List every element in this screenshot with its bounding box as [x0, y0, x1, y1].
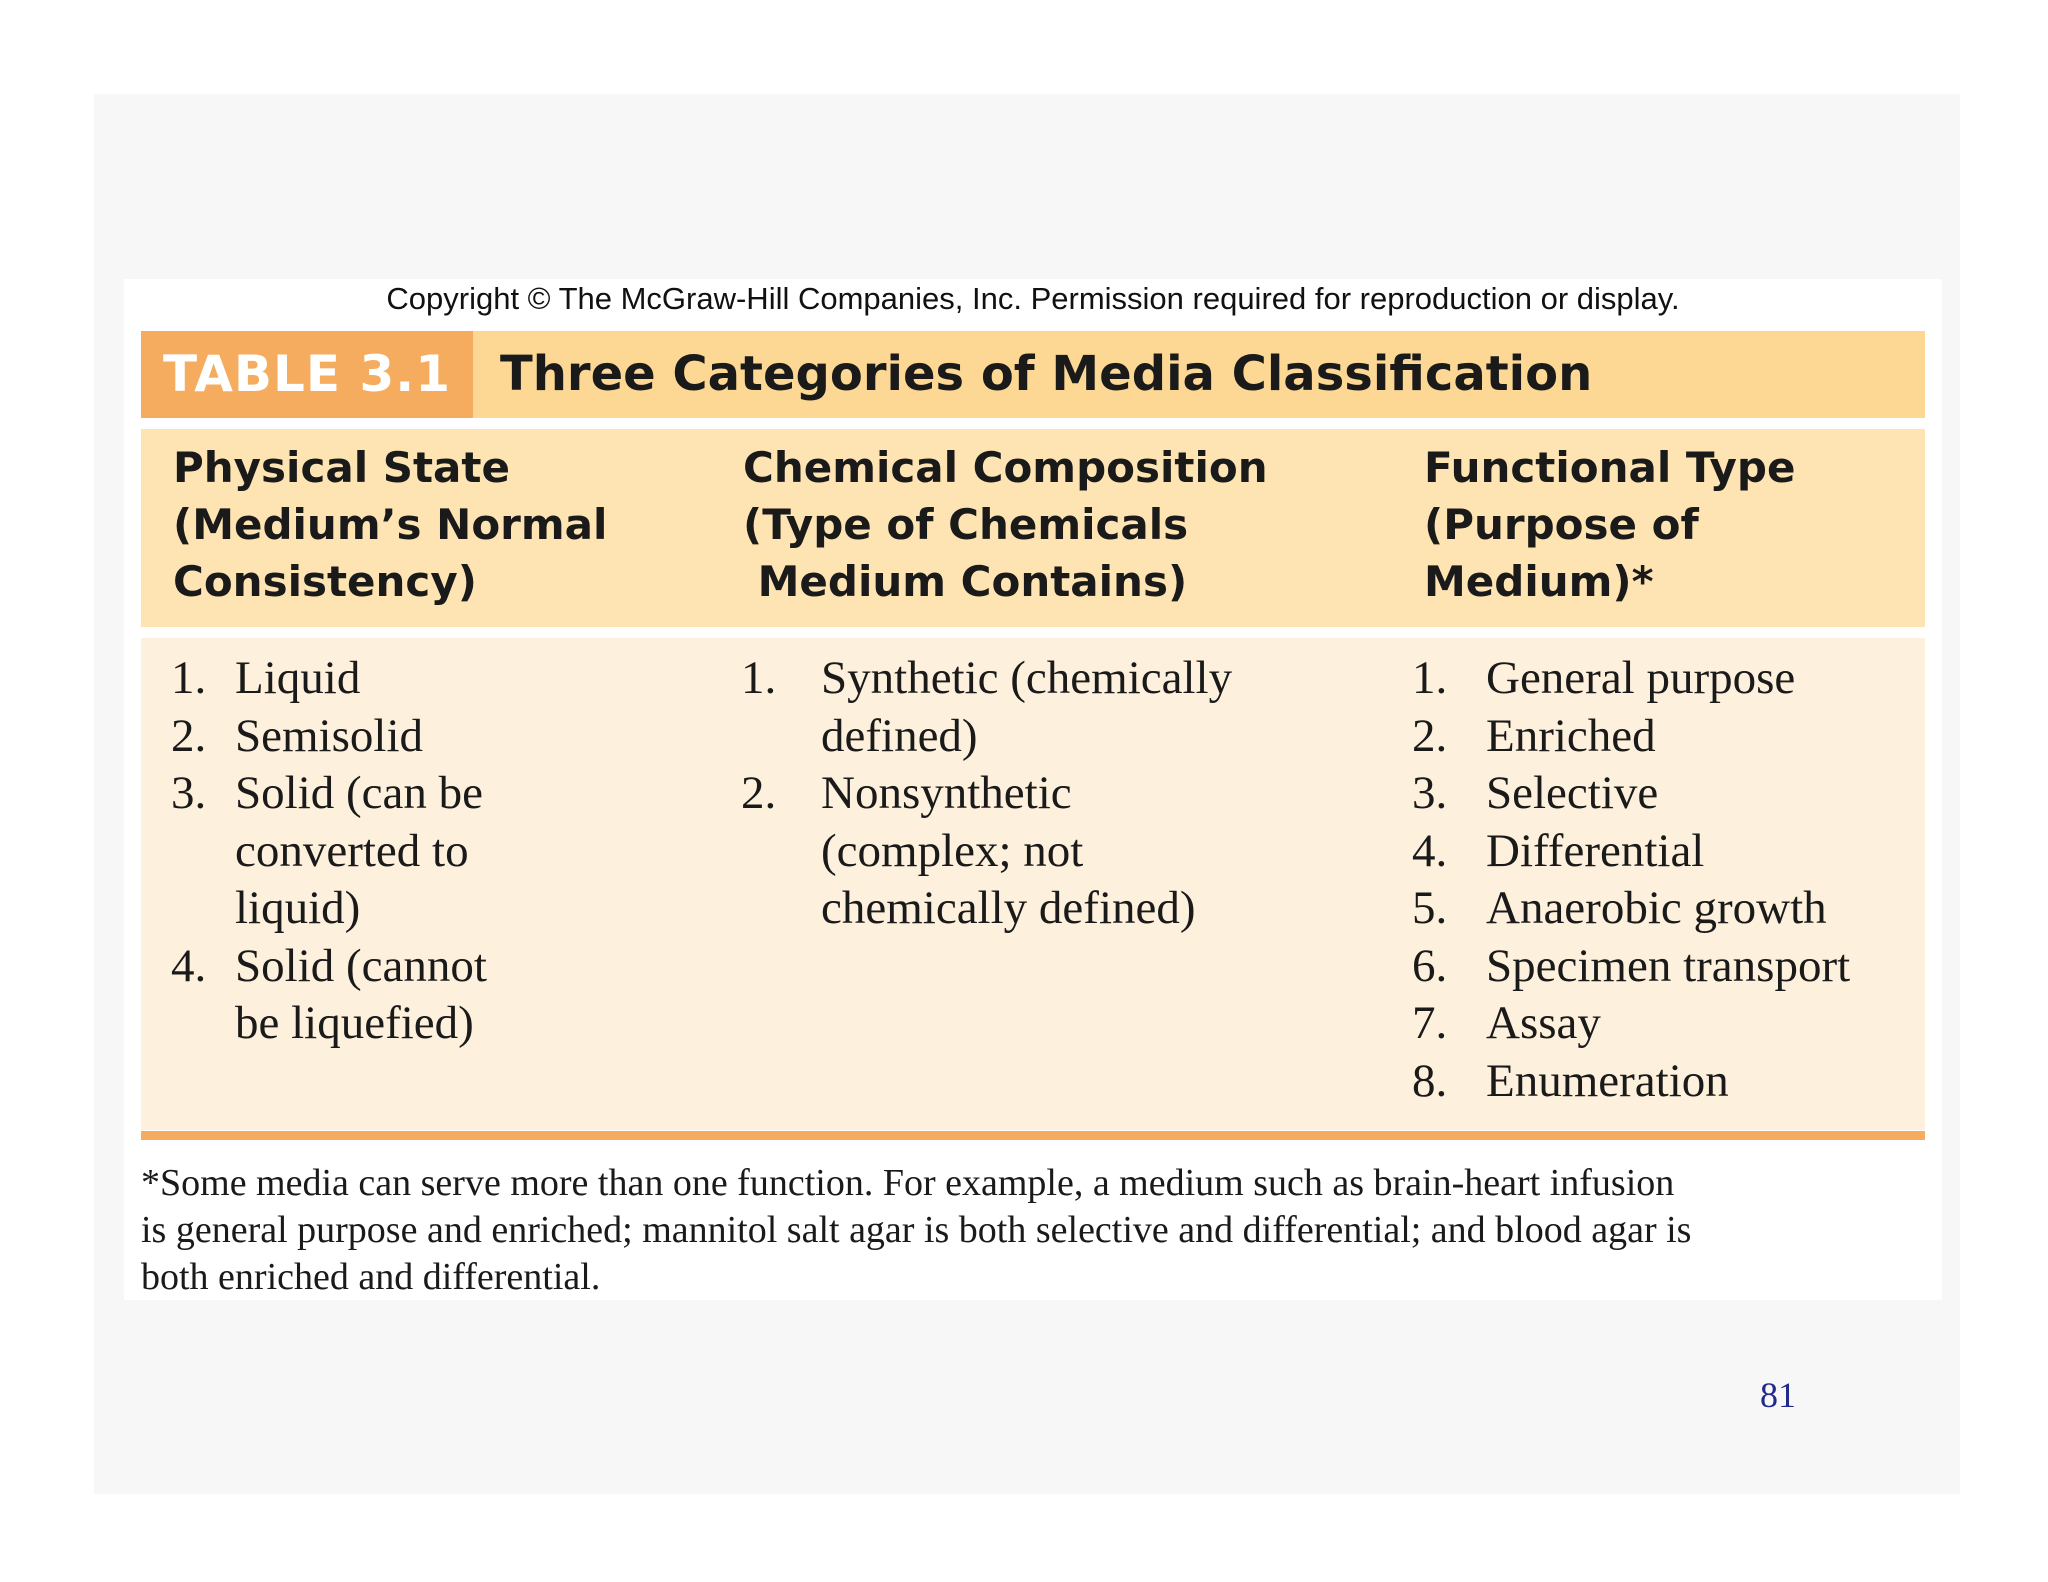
item-number: 6.: [1412, 939, 1448, 992]
list-item: [741, 765, 1232, 938]
item-number: 2.: [1412, 709, 1448, 762]
item-text: Enumeration: [1486, 1054, 1729, 1107]
physical-state-list: [171, 650, 487, 1053]
item-text: Liquid: [235, 652, 361, 704]
item-number: 2.: [171, 709, 207, 762]
item-text: Semisolid: [235, 709, 424, 762]
header-functional-type: Functional Type (Purpose of Medium)*: [1424, 443, 1796, 606]
item-number: 1.: [1412, 652, 1448, 704]
item-number: 2.: [741, 767, 777, 819]
table-bottom-rule: [141, 1131, 1925, 1140]
item-number: 3.: [1412, 767, 1448, 819]
item-number: 5.: [1412, 882, 1448, 934]
list-item: [1412, 1053, 1850, 1111]
chemical-composition-list: [741, 650, 1232, 938]
list-item: [1412, 765, 1850, 823]
list-item: [171, 765, 487, 938]
item-text: Specimen transport: [1486, 939, 1851, 992]
table-label: TABLE 3.1: [141, 331, 473, 418]
list-item: [741, 650, 1232, 765]
item-number: 4.: [171, 939, 207, 992]
header-physical-state: Physical State (Medium’s Normal Consistency): [173, 443, 608, 606]
list-item: [171, 938, 487, 1053]
table-footnote: *Some media can serve more than one function. For example, a medium such as brain-heart infusion is general purpose and enriched; mannitol salt agar is both selective and differential; and blood agar is both enriched and differential.: [141, 1162, 1692, 1298]
item-text: Anaerobic growth: [1486, 882, 1827, 934]
item-text: Solid (cannot be liquefied): [235, 939, 487, 1049]
item-number: 7.: [1412, 997, 1448, 1049]
item-text: Enriched: [1486, 709, 1656, 762]
item-text: General purpose: [1486, 652, 1796, 704]
item-text: Assay: [1486, 997, 1601, 1049]
item-number: 8.: [1412, 1054, 1448, 1107]
item-number: 1.: [741, 652, 777, 704]
item-text: Differential: [1486, 824, 1705, 877]
list-item: [1412, 650, 1850, 708]
item-text: Solid (can be converted to liquid): [235, 767, 483, 934]
item-text: Nonsynthetic (complex; not chemically defined): [821, 767, 1196, 934]
list-item: [1412, 708, 1850, 766]
copyright-notice: Copyright © The McGraw-Hill Companies, Inc. Permission required for reproduction or display.: [386, 281, 1680, 316]
list-item: [171, 708, 487, 766]
list-item: [171, 650, 487, 708]
list-item: [1412, 938, 1850, 996]
item-number: 4.: [1412, 824, 1448, 877]
list-item: [1412, 995, 1850, 1053]
list-item: [1412, 823, 1850, 881]
page-number: 81: [1760, 1375, 1796, 1415]
item-text: Selective: [1486, 767, 1659, 819]
header-chemical-composition: Chemical Composition (Type of Chemicals Medium Contains): [743, 443, 1268, 606]
table-title: Three Categories of Media Classification: [500, 346, 1593, 402]
list-item: [1412, 880, 1850, 938]
functional-type-list: [1412, 650, 1850, 1110]
item-text: Synthetic (chemically defined): [821, 652, 1233, 762]
item-number: 1.: [171, 652, 207, 704]
item-number: 3.: [171, 767, 207, 819]
